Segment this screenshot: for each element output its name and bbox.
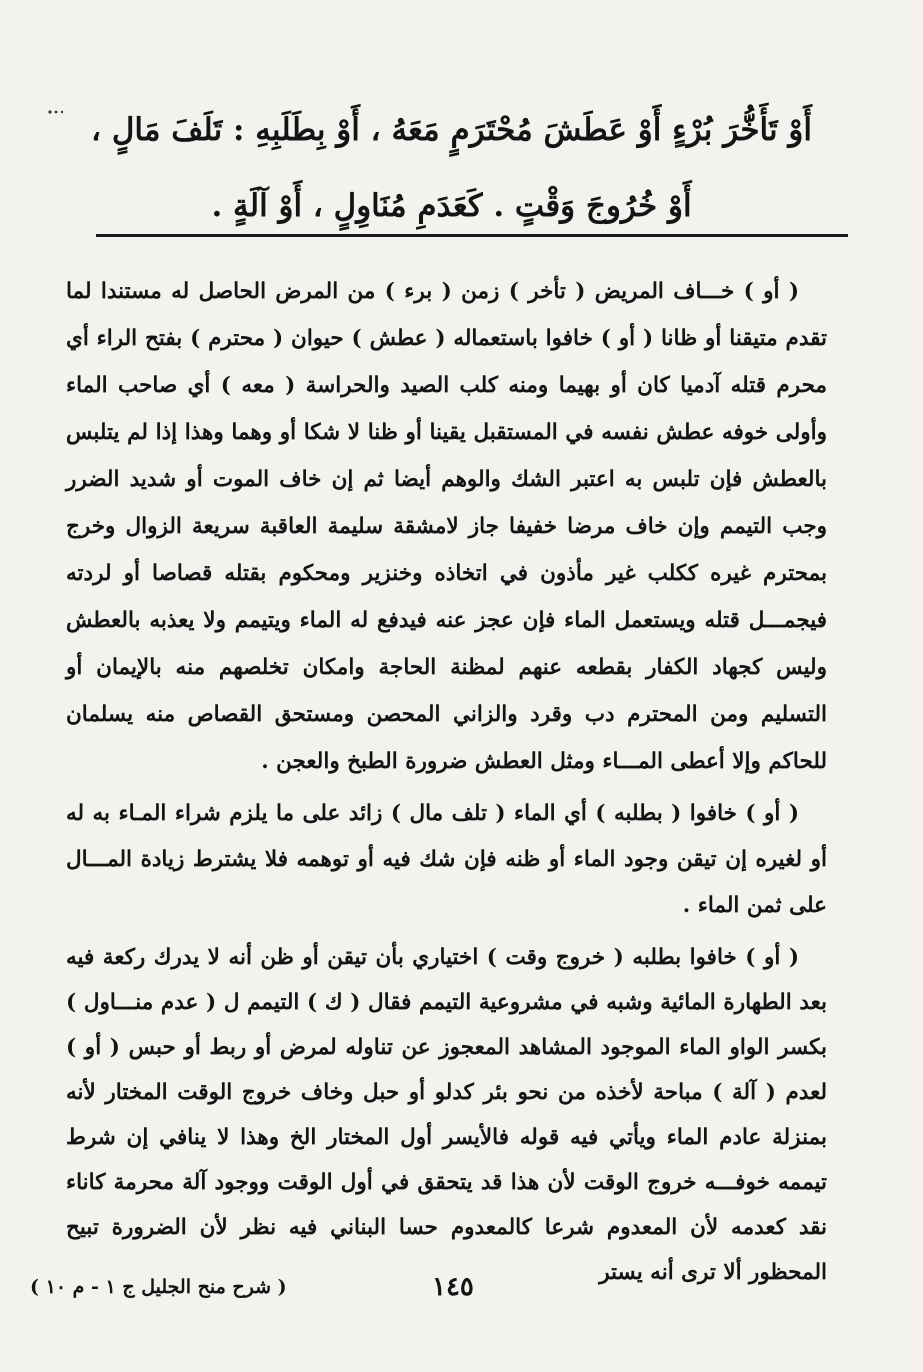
commentary-paragraph-3: ( أو ) خافوا بطلبه ( خروج وقت ) اختياري بأن تيقن أو ظن أنه لا يدرك ركعة فيه بعد الطهارة المائية وشبه في مشروعية التيمم فقال ( ك ) التيمم ل ( عدم منـــاول ) بكسر الواو الماء الموجود المشاهد المعجوز عن تناوله لمرض أو ربط أو حبس ( أو ) لعدم ( آلة ) مباحة لأخذه من نحو بئر كدلو أو حبل وخاف خروج الوقت المختار لأنه بمنزلة عادم الماء ويأتي فيه قوله فالأيسر أول المختار الخ وهذا لا ينافي إن شرط تيممه خوفـــه خروج الوقت لأن هذا قد يتحقق في أول الوقت ووجود آلة محرمة كاناء نقد كعدمه لأن المعدوم شرعا كالمعدوم حسا البناني فيه نظر لأن الضرورة تبيح المحظور ألا ترى أنه يستر — [66, 945, 827, 1285]
section-divider — [96, 234, 848, 237]
commentary — [66, 268, 827, 1295]
page-footer — [24, 1272, 893, 1308]
commentary-paragraph-2: ( أو ) خافوا ( بطلبه ) أي الماء ( تلف مال ) زائد على ما يلزم شراء المـاء به له أو لغيره إن تيقن وجود الماء أو ظنه فإن شك فيه أو توهمه فلا يشترط زيادة المـــال على ثمن الماء . — [66, 801, 827, 918]
page-number: ١٤٥ — [432, 1272, 474, 1302]
main-text-line-2: أَوْ خُرُوجَ وَقْتٍ . كَعَدَمِ مُنَاوِلٍ ، أَوْ آلَةٍ . — [211, 188, 692, 224]
book-reference: ( شرح منح الجليل ج ١ - م ١٠ ) — [30, 1276, 287, 1298]
main-text — [60, 92, 843, 244]
main-text-line-1: أَوْ تَأَخُّرَ بُرْءٍ أَوْ عَطَشَ مُحْتَرَمٍ مَعَهُ ، أَوْ بِطَلَبِهِ : تَلَفَ مَالٍ ، — [91, 112, 812, 148]
commentary-paragraph-1: ( أو ) خـــاف المريض ( تأخر ) زمن ( برء ) من المرض الحاصل له مستندا لما تقدم متيقنا أو ظانا ( أو ) خافوا باستعماله ( عطش ) حيوان ( محترم ) بفتح الراء أي محرم قتله آدميا كان أو بهيما ومنه كلب الصيد والحراسة ( معه ) أي صاحب الماء وأولى خوفه عطش نفسه في المستقبل يقينا أو ظنا لا شكا أو وهما وهذا إذا لم يتلبس بالعطش فإن تلبس به اعتبر الشك والوهم أيضا ثم إن خاف الموت أو شديد الضرر وجب التيمم وإن خاف مرضا خفيفا جاز لامشقة سليمة العاقبة سريعة الزوال وخرج بمحترم غيره ككلب غير مأذون في اتخاذه وخنزير ومحكوم بقتله قصاصا أو لردته فيجمـــل قتله ويستعمل الماء فإن عجز عنه فيدفع له الماء ويتيمم ولا يعذبه بالعطش وليس كجهاد الكفار بقطعه عنهم لمظنة الحاجة وامكان تخلصهم منه بالإيمان أو التسليم ومن المحترم دب وقرد والزاني المحصن ومستحق القصاص منه يسلمان للحاكم وإلا أعطى المـــاء ومثل العطش ضرورة الطبخ والعجن . — [66, 279, 827, 774]
